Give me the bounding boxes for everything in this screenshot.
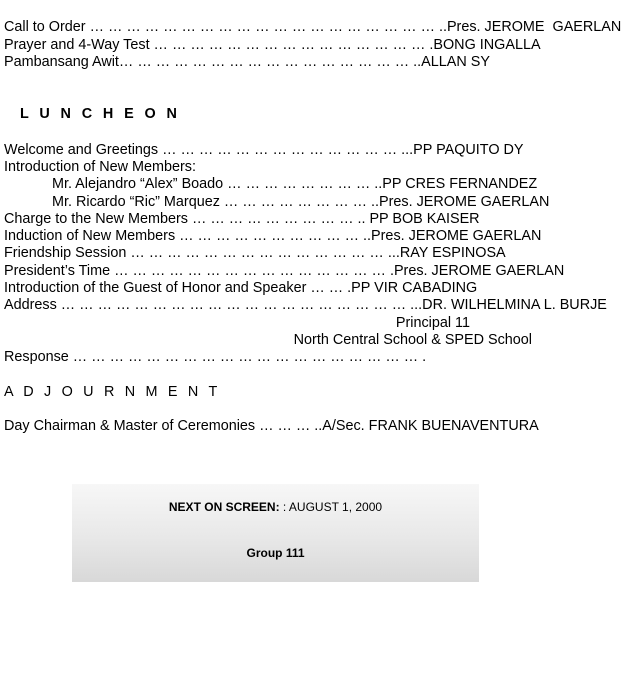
program-line-presidents-time: President’s Time … … … … … … … … … … … … … … … .Pres. JEROME GAERLAN: [4, 263, 565, 279]
program-line-welcome: Welcome and Greetings … … … … … … … … … … … … … ...PP PAQUITO DY: [4, 142, 524, 158]
program-line-response: Response … … … … … … … … … … … … … … … … … … … .: [4, 349, 427, 365]
program-line-charge: Charge to the New Members … … … … … … … … … .. PP BOB KAISER: [4, 211, 480, 227]
program-line-friendship: Friendship Session … … … … … … … … … … … … … … ...RAY ESPINOSA: [4, 245, 506, 261]
speaker-title: Principal 11: [395, 315, 470, 331]
next-on-screen-panel: [72, 484, 479, 582]
new-member-line: Mr. Ricardo “Ric” Marquez … … … … … … … … ..Pres. JEROME GAERLAN: [52, 194, 550, 210]
next-on-screen-row: [72, 500, 479, 514]
new-member-line: Mr. Alejandro “Alex” Boado … … … … … … … … ..PP CRES FERNANDEZ: [52, 176, 538, 192]
day-chairman-line: Day Chairman & Master of Ceremonies … … … ..A/Sec. FRANK BUENAVENTURA: [4, 418, 539, 434]
program-line-call-to-order: Call to Order … … … … … … … … … … … … … … … … … … … ..Pres. JEROME GAERLAN: [4, 19, 621, 35]
program-line-introduction: Introduction of New Members:: [4, 159, 196, 175]
program-line-anthem: Pambansang Awit… … … … … … … … … … … … … … … … ..ALLAN SY: [4, 54, 490, 70]
next-on-screen-label: NEXT ON SCREEN:: [168, 500, 280, 514]
next-on-screen-group: Group 111: [246, 546, 305, 560]
adjournment-heading: A D J O U R N M E N T: [4, 384, 221, 400]
program-line-address: Address … … … … … … … … … … … … … … … … … … … ...DR. WILHELMINA L. BURJE: [4, 297, 607, 313]
next-on-screen-separator: :: [279, 500, 289, 514]
next-on-screen-date: AUGUST 1, 2000: [288, 500, 383, 514]
program-line-guest-intro: Introduction of the Guest of Honor and Speaker … … .PP VIR CABADING: [4, 280, 478, 296]
program-line-prayer: Prayer and 4-Way Test … … … … … … … … … … … … … … … .BONG INGALLA: [4, 37, 541, 53]
speaker-school: North Central School & SPED School: [293, 332, 532, 348]
program-line-induction: Induction of New Members … … … … … … … … … … ..Pres. JEROME GAERLAN: [4, 228, 542, 244]
luncheon-heading: L U N C H E O N: [20, 106, 181, 122]
